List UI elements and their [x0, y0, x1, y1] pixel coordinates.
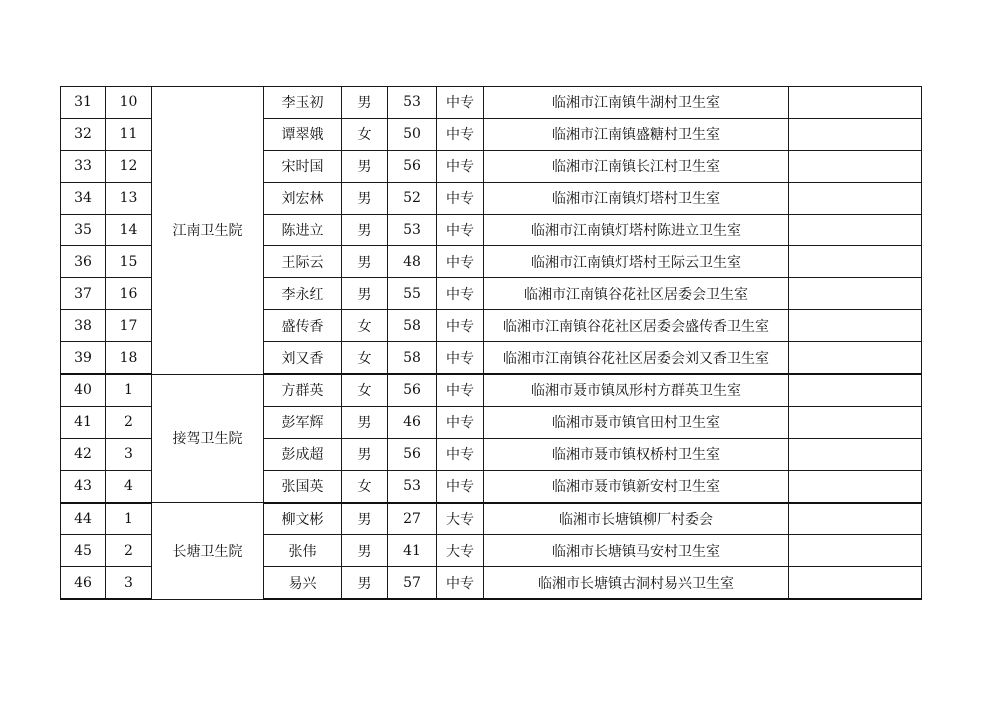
- note-cell: [789, 214, 922, 246]
- note-cell: [789, 150, 922, 182]
- sex-cell: 男: [342, 406, 388, 438]
- seq-cell: 42: [61, 438, 106, 470]
- name-cell: 张国英: [264, 470, 342, 502]
- seq-cell: 32: [61, 118, 106, 150]
- note-cell: [789, 535, 922, 567]
- workplace-cell: 临湘市江南镇灯塔村卫生室: [484, 182, 789, 214]
- age-cell: 48: [388, 246, 437, 278]
- note-cell: [789, 87, 922, 119]
- note-cell: [789, 503, 922, 535]
- note-cell: [789, 406, 922, 438]
- name-cell: 李永红: [264, 278, 342, 310]
- seq-cell: 44: [61, 503, 106, 535]
- sub-seq-cell: 15: [106, 246, 152, 278]
- sex-cell: 男: [342, 182, 388, 214]
- age-cell: 52: [388, 182, 437, 214]
- workplace-cell: 临湘市长塘镇马安村卫生室: [484, 535, 789, 567]
- seq-cell: 40: [61, 374, 106, 406]
- sub-seq-cell: 2: [106, 406, 152, 438]
- education-cell: 中专: [437, 246, 484, 278]
- education-cell: 中专: [437, 310, 484, 342]
- note-cell: [789, 374, 922, 406]
- note-cell: [789, 567, 922, 599]
- table-row: [61, 87, 922, 119]
- note-cell: [789, 438, 922, 470]
- seq-cell: 35: [61, 214, 106, 246]
- sex-cell: 女: [342, 310, 388, 342]
- sex-cell: 男: [342, 87, 388, 119]
- age-cell: 56: [388, 438, 437, 470]
- age-cell: 27: [388, 503, 437, 535]
- education-cell: 中专: [437, 214, 484, 246]
- seq-cell: 33: [61, 150, 106, 182]
- note-cell: [789, 182, 922, 214]
- name-cell: 易兴: [264, 567, 342, 599]
- sex-cell: 男: [342, 278, 388, 310]
- education-cell: 中专: [437, 470, 484, 502]
- workplace-cell: 临湘市江南镇谷花社区居委会卫生室: [484, 278, 789, 310]
- note-cell: [789, 118, 922, 150]
- education-cell: 中专: [437, 118, 484, 150]
- education-cell: 中专: [437, 278, 484, 310]
- age-cell: 55: [388, 278, 437, 310]
- age-cell: 56: [388, 374, 437, 406]
- note-cell: [789, 278, 922, 310]
- name-cell: 彭军辉: [264, 406, 342, 438]
- note-cell: [789, 246, 922, 278]
- age-cell: 53: [388, 87, 437, 119]
- seq-cell: 46: [61, 567, 106, 599]
- note-cell: [789, 342, 922, 374]
- sex-cell: 女: [342, 118, 388, 150]
- sub-seq-cell: 4: [106, 470, 152, 502]
- table-row: [61, 503, 922, 535]
- sex-cell: 男: [342, 535, 388, 567]
- sex-cell: 女: [342, 374, 388, 406]
- education-cell: 大专: [437, 503, 484, 535]
- age-cell: 56: [388, 150, 437, 182]
- sex-cell: 女: [342, 470, 388, 502]
- sub-seq-cell: 2: [106, 535, 152, 567]
- name-cell: 刘又香: [264, 342, 342, 374]
- name-cell: 方群英: [264, 374, 342, 406]
- sub-seq-cell: 16: [106, 278, 152, 310]
- workplace-cell: 临湘市江南镇盛糖村卫生室: [484, 118, 789, 150]
- sub-seq-cell: 1: [106, 503, 152, 535]
- name-cell: 谭翠娥: [264, 118, 342, 150]
- sex-cell: 男: [342, 438, 388, 470]
- note-cell: [789, 470, 922, 502]
- sex-cell: 男: [342, 214, 388, 246]
- name-cell: 盛传香: [264, 310, 342, 342]
- workplace-cell: 临湘市聂市镇新安村卫生室: [484, 470, 789, 502]
- table-row: [61, 374, 922, 406]
- workplace-cell: 临湘市聂市镇权桥村卫生室: [484, 438, 789, 470]
- education-cell: 中专: [437, 150, 484, 182]
- age-cell: 53: [388, 470, 437, 502]
- education-cell: 中专: [437, 182, 484, 214]
- name-cell: 刘宏林: [264, 182, 342, 214]
- sex-cell: 男: [342, 503, 388, 535]
- roster-table-container: [60, 86, 922, 600]
- age-cell: 41: [388, 535, 437, 567]
- age-cell: 50: [388, 118, 437, 150]
- sub-seq-cell: 18: [106, 342, 152, 374]
- seq-cell: 34: [61, 182, 106, 214]
- seq-cell: 38: [61, 310, 106, 342]
- workplace-cell: 临湘市江南镇谷花社区居委会盛传香卫生室: [484, 310, 789, 342]
- seq-cell: 31: [61, 87, 106, 119]
- sub-seq-cell: 10: [106, 87, 152, 119]
- education-cell: 中专: [437, 567, 484, 599]
- workplace-cell: 临湘市聂市镇凤形村方群英卫生室: [484, 374, 789, 406]
- name-cell: 张伟: [264, 535, 342, 567]
- education-cell: 大专: [437, 535, 484, 567]
- seq-cell: 43: [61, 470, 106, 502]
- note-cell: [789, 310, 922, 342]
- sub-seq-cell: 14: [106, 214, 152, 246]
- age-cell: 57: [388, 567, 437, 599]
- education-cell: 中专: [437, 87, 484, 119]
- sex-cell: 男: [342, 567, 388, 599]
- education-cell: 中专: [437, 438, 484, 470]
- education-cell: 中专: [437, 406, 484, 438]
- name-cell: 柳文彬: [264, 503, 342, 535]
- roster-table: [60, 86, 922, 600]
- sub-seq-cell: 12: [106, 150, 152, 182]
- sex-cell: 男: [342, 150, 388, 182]
- sex-cell: 男: [342, 246, 388, 278]
- unit-cell: 江南卫生院: [152, 87, 264, 375]
- sub-seq-cell: 3: [106, 567, 152, 599]
- sub-seq-cell: 3: [106, 438, 152, 470]
- name-cell: 宋时国: [264, 150, 342, 182]
- workplace-cell: 临湘市江南镇牛湖村卫生室: [484, 87, 789, 119]
- workplace-cell: 临湘市长塘镇柳厂村委会: [484, 503, 789, 535]
- name-cell: 李玉初: [264, 87, 342, 119]
- name-cell: 彭成超: [264, 438, 342, 470]
- workplace-cell: 临湘市江南镇灯塔村陈进立卫生室: [484, 214, 789, 246]
- workplace-cell: 临湘市江南镇长江村卫生室: [484, 150, 789, 182]
- workplace-cell: 临湘市长塘镇古洞村易兴卫生室: [484, 567, 789, 599]
- age-cell: 58: [388, 310, 437, 342]
- seq-cell: 41: [61, 406, 106, 438]
- workplace-cell: 临湘市江南镇谷花社区居委会刘又香卫生室: [484, 342, 789, 374]
- sub-seq-cell: 13: [106, 182, 152, 214]
- workplace-cell: 临湘市江南镇灯塔村王际云卫生室: [484, 246, 789, 278]
- education-cell: 中专: [437, 374, 484, 406]
- seq-cell: 45: [61, 535, 106, 567]
- unit-cell: 长塘卫生院: [152, 503, 264, 600]
- seq-cell: 36: [61, 246, 106, 278]
- education-cell: 中专: [437, 342, 484, 374]
- name-cell: 陈进立: [264, 214, 342, 246]
- sex-cell: 女: [342, 342, 388, 374]
- sub-seq-cell: 11: [106, 118, 152, 150]
- age-cell: 46: [388, 406, 437, 438]
- age-cell: 58: [388, 342, 437, 374]
- seq-cell: 39: [61, 342, 106, 374]
- roster-table-body: [61, 87, 922, 600]
- sub-seq-cell: 1: [106, 374, 152, 406]
- unit-cell: 接驾卫生院: [152, 374, 264, 503]
- age-cell: 53: [388, 214, 437, 246]
- sub-seq-cell: 17: [106, 310, 152, 342]
- seq-cell: 37: [61, 278, 106, 310]
- workplace-cell: 临湘市聂市镇官田村卫生室: [484, 406, 789, 438]
- name-cell: 王际云: [264, 246, 342, 278]
